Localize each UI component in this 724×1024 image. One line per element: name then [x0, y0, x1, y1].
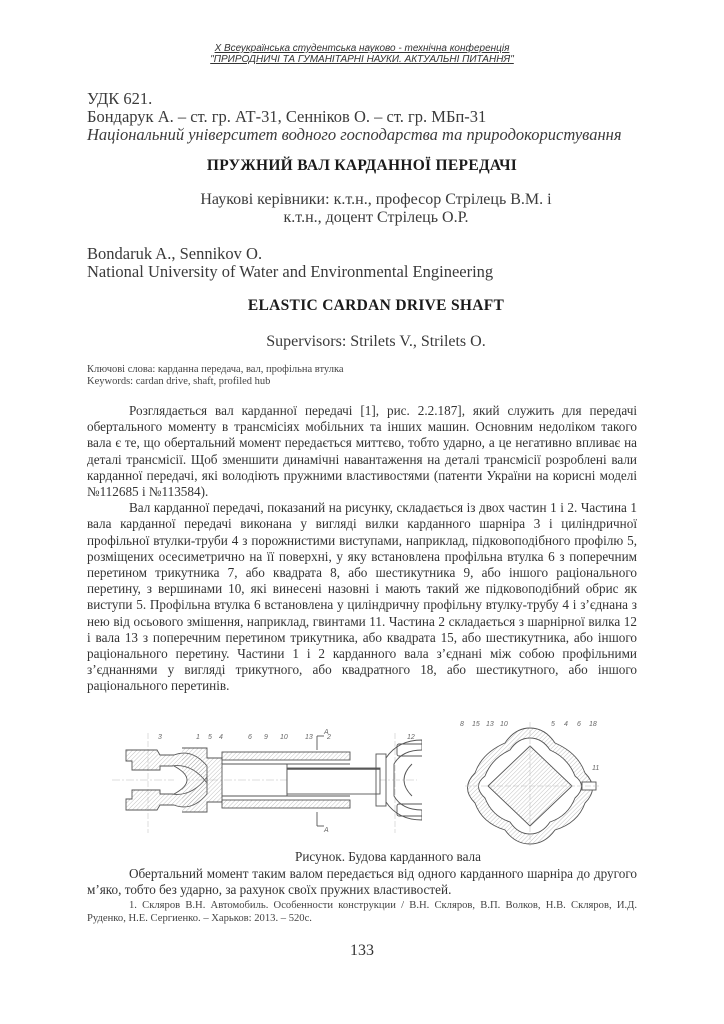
conclusion-text [87, 866, 637, 898]
reference-item: 1. Скляров В.Н. Автомобиль. Особенности конструкции / В.Н. Скляров, В.П. Волков, Н.В. Скляров, И.Д. Руденко, Н.Е. Сергиенко. – Харьков: 2013. – 520с. [87, 900, 637, 924]
paragraph-intro: Розглядається вал карданної передачі [1], рис. 2.2.187], який служить для передачі обертального моменту в трансмісіях мобільних та інших машин. Основним недоліком такого вала є те, що обертальний момент передається миттєво, тобто ударно, а це негативно впливає на деталі трансмісії. Щоб зменшити динамічні навантаження на деталі трансмісії розроблені вали карданної передачі, які володіють пружними властивостями (патенти України на корисні моделі №112685 і №113584). [87, 403, 637, 500]
label-10: 10 [280, 734, 288, 741]
cs-label-10: 10 [500, 721, 508, 728]
body-text [87, 403, 637, 695]
label-12: 12 [407, 734, 415, 741]
supervisors-en: Supervisors: Strilets V., Strilets O. [266, 333, 486, 350]
paragraph-design: Вал карданної передачі, показаний на рисунку, складається із двох частин 1 і 2. Частина 1 вала карданної передачі виконана у вигляді вилки карданного шарніра 3 і циліндричної профільної втулки-труби 4 з порожнистими виступами, наприклад, підковоподібного профілю 5, розміщених осесиметрично на її поверхні, у яку встановлена профільна втулка 6 з поперечним перетином трикутника 7, або квадрата 8, або шестикутника 9, або іншого раціонального перетину, з вершинами 10, які винесені назовні і мають такий же підковоподібний обрис як виступи 5. Профільна втулка 6 встановлена у циліндричну профільну втулку-трубу 4 і з’єднана з нею від осьового змішення, наприклад, гвинтами 11. Частина 2 складається з шарнірної вилка 12 і вала 13 з поперечним перетином трикутника, або квадрата 15, або шестикутника, або іншого раціонального перетину. Частини 1 і 2 карданного вала з’єднані між собою профільними з’єднаннями у вигляді трикутного, або квадратного 18, або шестикутного, або іншого раціонального перетинів. [87, 500, 637, 694]
label-6: 6 [248, 734, 252, 741]
cs-label-18: 18 [589, 721, 597, 728]
cs-label-13: 13 [486, 721, 494, 728]
supervisors-ua-line1: Наукові керівники: к.т.н., професор Стрілець В.М. і [200, 191, 552, 208]
conference-theme: "ПРИРОДНИЧІ ТА ГУМАНІТАРНІ НАУКИ. АКТУАЛЬНІ ПИТАННЯ" [210, 54, 514, 65]
label-4: 4 [219, 734, 223, 741]
side-view-drawing [112, 728, 422, 840]
paragraph-conclusion: Обертальний момент таким валом передається від одного карданного шарніра до другого м’яко, тобто без ударно, за рахунок своїх пружних властивостей. [87, 866, 637, 898]
keywords-ua: Ключові слова: карданна передача, вал, профільна втулка [87, 364, 344, 375]
references [87, 899, 637, 925]
section-marker-top: А [324, 729, 329, 736]
affiliation-ua: Національний університет водного господарства та природокористування [87, 125, 622, 144]
cs-label-4: 4 [564, 721, 568, 728]
authors-en: Bondaruk A., Sennikov O. [87, 244, 263, 263]
cross-section-drawing [450, 718, 620, 848]
label-9: 9 [264, 734, 268, 741]
conference-title: X Всеукраїнська студентська науково - технічна конференція [214, 43, 510, 54]
title-en: ELASTIC CARDAN DRIVE SHAFT [247, 297, 505, 314]
label-1: 1 [196, 734, 200, 741]
page-number: 133 [350, 942, 374, 959]
label-2: 2 [327, 734, 331, 741]
supervisors-ua-line2: к.т.н., доцент Стрілець О.Р. [283, 209, 469, 226]
section-marker-bottom: А [324, 827, 329, 834]
cs-label-5: 5 [551, 721, 555, 728]
udk-code: УДК 621. [87, 89, 153, 108]
conference-header [0, 43, 724, 65]
keywords-en: Keywords: cardan drive, shaft, profiled hub [87, 376, 271, 387]
label-3: 3 [158, 734, 162, 741]
authors-ua: Бондарук А. – ст. гр. АТ-31, Сенніков О. – ст. гр. МБп-31 [87, 107, 487, 126]
cs-label-6: 6 [577, 721, 581, 728]
label-5: 5 [208, 734, 212, 741]
cs-label-11: 11 [592, 765, 600, 772]
cs-label-15: 15 [472, 721, 480, 728]
label-13: 13 [305, 734, 313, 741]
figure-caption: Рисунок. Будова карданного вала [294, 849, 481, 864]
cs-label-8: 8 [460, 721, 464, 728]
affiliation-en: National University of Water and Environmental Engineering [87, 262, 494, 281]
title-ua: ПРУЖНИЙ ВАЛ КАРДАННОЇ ПЕРЕДАЧІ [206, 157, 518, 174]
